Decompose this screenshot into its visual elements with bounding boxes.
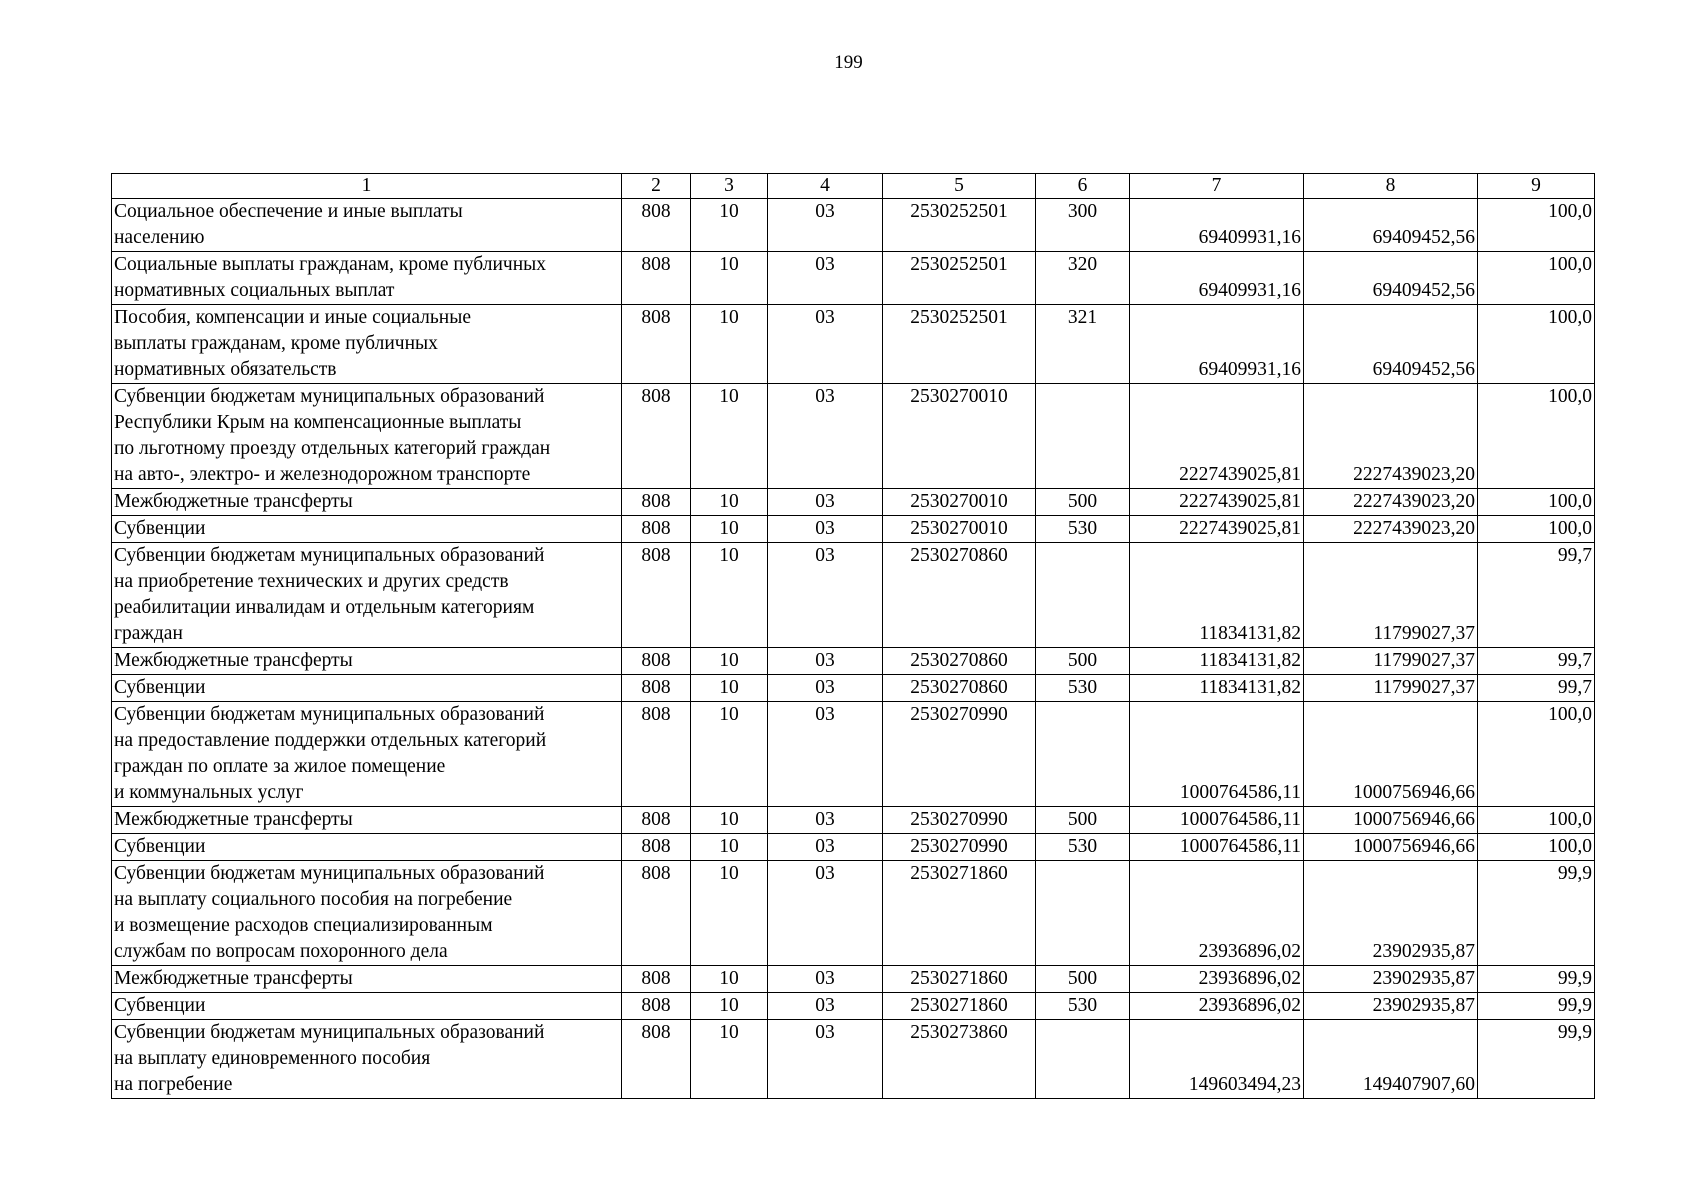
- row-name: Субвенции: [112, 993, 622, 1020]
- column-header: 2: [622, 174, 691, 199]
- row-name: Межбюджетные трансферты: [112, 648, 622, 675]
- cell-code-6: 321: [1036, 305, 1130, 384]
- cell-code-5: 2530252501: [883, 305, 1036, 384]
- column-header: 7: [1130, 174, 1304, 199]
- cell-amount-7: 23936896,02: [1130, 966, 1304, 993]
- cell-code-3: 10: [691, 516, 768, 543]
- cell-code-5: 2530271860: [883, 993, 1036, 1020]
- cell-code-4: 03: [768, 702, 883, 807]
- cell-code-2: 808: [622, 834, 691, 861]
- cell-amount-8: 69409452,56: [1304, 199, 1478, 252]
- cell-code-6: [1036, 384, 1130, 489]
- table-row: [112, 305, 1595, 384]
- cell-code-5: 2530270990: [883, 702, 1036, 807]
- cell-code-2: 808: [622, 993, 691, 1020]
- table-row: [112, 516, 1595, 543]
- cell-code-3: 10: [691, 807, 768, 834]
- cell-code-4: 03: [768, 675, 883, 702]
- cell-code-3: 10: [691, 1020, 768, 1099]
- cell-percent-9: 100,0: [1478, 199, 1595, 252]
- cell-percent-9: 99,7: [1478, 648, 1595, 675]
- cell-code-5: 2530270010: [883, 516, 1036, 543]
- cell-amount-7: 11834131,82: [1130, 675, 1304, 702]
- table-row: [112, 807, 1595, 834]
- cell-percent-9: 99,9: [1478, 861, 1595, 966]
- cell-code-3: 10: [691, 252, 768, 305]
- cell-amount-8: 69409452,56: [1304, 252, 1478, 305]
- cell-code-3: 10: [691, 675, 768, 702]
- row-name: Субвенции бюджетам муниципальных образований Республики Крым на компенсационные выплаты по льготному проезду отдельных категорий граждан на авто-, электро- и железнодорожном транспорте: [112, 384, 622, 489]
- budget-table: [111, 173, 1595, 1099]
- cell-code-4: 03: [768, 489, 883, 516]
- cell-amount-8: 1000756946,66: [1304, 807, 1478, 834]
- cell-amount-8: 2227439023,20: [1304, 384, 1478, 489]
- column-header: 5: [883, 174, 1036, 199]
- cell-code-6: 530: [1036, 675, 1130, 702]
- cell-code-6: 530: [1036, 516, 1130, 543]
- cell-code-6: 300: [1036, 199, 1130, 252]
- cell-code-3: 10: [691, 648, 768, 675]
- column-header: 4: [768, 174, 883, 199]
- cell-amount-7: 1000764586,11: [1130, 807, 1304, 834]
- cell-code-2: 808: [622, 861, 691, 966]
- cell-code-5: 2530270010: [883, 489, 1036, 516]
- cell-code-6: [1036, 1020, 1130, 1099]
- column-header: 6: [1036, 174, 1130, 199]
- cell-percent-9: 99,9: [1478, 1020, 1595, 1099]
- table-row: [112, 252, 1595, 305]
- cell-code-3: 10: [691, 199, 768, 252]
- cell-code-5: 2530270860: [883, 675, 1036, 702]
- cell-percent-9: 100,0: [1478, 489, 1595, 516]
- row-name: Субвенции бюджетам муниципальных образований на приобретение технических и других средств реабилитации инвалидам и отдельным категориям граждан: [112, 543, 622, 648]
- cell-amount-8: 2227439023,20: [1304, 516, 1478, 543]
- cell-amount-7: 149603494,23: [1130, 1020, 1304, 1099]
- cell-code-6: [1036, 702, 1130, 807]
- cell-percent-9: 100,0: [1478, 305, 1595, 384]
- cell-code-3: 10: [691, 966, 768, 993]
- cell-amount-7: 2227439025,81: [1130, 516, 1304, 543]
- table-row: [112, 966, 1595, 993]
- cell-code-2: 808: [622, 807, 691, 834]
- row-name: Межбюджетные трансферты: [112, 807, 622, 834]
- cell-code-3: 10: [691, 993, 768, 1020]
- cell-code-3: 10: [691, 489, 768, 516]
- cell-code-3: 10: [691, 305, 768, 384]
- table-row: [112, 543, 1595, 648]
- row-name: Субвенции бюджетам муниципальных образований на выплату социального пособия на погребение и возмещение расходов специализированным службам по вопросам похоронного дела: [112, 861, 622, 966]
- cell-percent-9: 100,0: [1478, 702, 1595, 807]
- cell-code-2: 808: [622, 675, 691, 702]
- cell-code-6: 500: [1036, 489, 1130, 516]
- table-row: [112, 993, 1595, 1020]
- cell-amount-8: 11799027,37: [1304, 543, 1478, 648]
- cell-amount-7: 2227439025,81: [1130, 489, 1304, 516]
- cell-code-2: 808: [622, 199, 691, 252]
- row-name: Межбюджетные трансферты: [112, 966, 622, 993]
- cell-amount-7: 23936896,02: [1130, 993, 1304, 1020]
- cell-code-4: 03: [768, 834, 883, 861]
- cell-code-3: 10: [691, 384, 768, 489]
- row-name: Субвенции бюджетам муниципальных образований на предоставление поддержки отдельных категорий граждан по оплате за жилое помещение и коммунальных услуг: [112, 702, 622, 807]
- cell-amount-7: 69409931,16: [1130, 252, 1304, 305]
- table-row: [112, 1020, 1595, 1099]
- cell-amount-7: 2227439025,81: [1130, 384, 1304, 489]
- table-row: [112, 648, 1595, 675]
- cell-code-5: 2530270860: [883, 648, 1036, 675]
- column-header: 9: [1478, 174, 1595, 199]
- cell-code-4: 03: [768, 199, 883, 252]
- cell-amount-7: 23936896,02: [1130, 861, 1304, 966]
- column-header: 1: [112, 174, 622, 199]
- row-name: Субвенции бюджетам муниципальных образований на выплату единовременного пособия на погребение: [112, 1020, 622, 1099]
- cell-code-5: 2530271860: [883, 966, 1036, 993]
- cell-code-6: [1036, 543, 1130, 648]
- row-name: Социальные выплаты гражданам, кроме публичных нормативных социальных выплат: [112, 252, 622, 305]
- cell-code-4: 03: [768, 1020, 883, 1099]
- cell-code-5: 2530252501: [883, 252, 1036, 305]
- cell-code-4: 03: [768, 384, 883, 489]
- cell-code-5: 2530273860: [883, 1020, 1036, 1099]
- cell-code-6: 320: [1036, 252, 1130, 305]
- cell-amount-7: 69409931,16: [1130, 199, 1304, 252]
- row-name: Пособия, компенсации и иные социальные выплаты гражданам, кроме публичных нормативных обязательств: [112, 305, 622, 384]
- cell-amount-8: 11799027,37: [1304, 648, 1478, 675]
- cell-code-5: 2530271860: [883, 861, 1036, 966]
- header-row: [112, 174, 1595, 199]
- cell-code-6: 500: [1036, 966, 1130, 993]
- cell-code-5: 2530252501: [883, 199, 1036, 252]
- cell-percent-9: 99,7: [1478, 543, 1595, 648]
- cell-percent-9: 100,0: [1478, 807, 1595, 834]
- row-name: Субвенции: [112, 675, 622, 702]
- cell-code-2: 808: [622, 516, 691, 543]
- table-row: [112, 702, 1595, 807]
- cell-code-2: 808: [622, 1020, 691, 1099]
- cell-amount-8: 23902935,87: [1304, 993, 1478, 1020]
- cell-code-2: 808: [622, 305, 691, 384]
- table-row: [112, 384, 1595, 489]
- table-row: [112, 489, 1595, 516]
- cell-code-2: 808: [622, 648, 691, 675]
- cell-amount-7: 69409931,16: [1130, 305, 1304, 384]
- table-body: [112, 199, 1595, 1099]
- cell-code-2: 808: [622, 489, 691, 516]
- table-row: [112, 834, 1595, 861]
- cell-code-2: 808: [622, 252, 691, 305]
- cell-code-6: 500: [1036, 648, 1130, 675]
- cell-code-3: 10: [691, 702, 768, 807]
- cell-amount-7: 1000764586,11: [1130, 834, 1304, 861]
- cell-amount-8: 69409452,56: [1304, 305, 1478, 384]
- cell-code-2: 808: [622, 966, 691, 993]
- cell-code-2: 808: [622, 543, 691, 648]
- table-row: [112, 861, 1595, 966]
- cell-amount-7: 11834131,82: [1130, 543, 1304, 648]
- cell-code-3: 10: [691, 543, 768, 648]
- cell-amount-7: 1000764586,11: [1130, 702, 1304, 807]
- cell-code-4: 03: [768, 516, 883, 543]
- cell-percent-9: 100,0: [1478, 834, 1595, 861]
- row-name: Межбюджетные трансферты: [112, 489, 622, 516]
- cell-code-4: 03: [768, 305, 883, 384]
- cell-percent-9: 99,7: [1478, 675, 1595, 702]
- cell-code-4: 03: [768, 648, 883, 675]
- cell-percent-9: 99,9: [1478, 993, 1595, 1020]
- cell-code-4: 03: [768, 252, 883, 305]
- column-header: 8: [1304, 174, 1478, 199]
- cell-percent-9: 100,0: [1478, 252, 1595, 305]
- table-row: [112, 199, 1595, 252]
- cell-code-6: 530: [1036, 834, 1130, 861]
- cell-code-2: 808: [622, 384, 691, 489]
- cell-amount-8: 1000756946,66: [1304, 702, 1478, 807]
- cell-code-4: 03: [768, 543, 883, 648]
- cell-code-2: 808: [622, 702, 691, 807]
- cell-code-5: 2530270860: [883, 543, 1036, 648]
- row-name: Субвенции: [112, 516, 622, 543]
- cell-amount-8: 149407907,60: [1304, 1020, 1478, 1099]
- cell-code-5: 2530270990: [883, 834, 1036, 861]
- cell-code-3: 10: [691, 834, 768, 861]
- cell-code-4: 03: [768, 993, 883, 1020]
- cell-code-6: [1036, 861, 1130, 966]
- cell-code-5: 2530270010: [883, 384, 1036, 489]
- cell-percent-9: 99,9: [1478, 966, 1595, 993]
- cell-code-4: 03: [768, 966, 883, 993]
- cell-amount-8: 1000756946,66: [1304, 834, 1478, 861]
- cell-code-5: 2530270990: [883, 807, 1036, 834]
- row-name: Субвенции: [112, 834, 622, 861]
- cell-code-4: 03: [768, 807, 883, 834]
- cell-amount-7: 11834131,82: [1130, 648, 1304, 675]
- cell-amount-8: 11799027,37: [1304, 675, 1478, 702]
- cell-amount-8: 23902935,87: [1304, 966, 1478, 993]
- cell-code-4: 03: [768, 861, 883, 966]
- page-number: 199: [834, 52, 863, 73]
- cell-percent-9: 100,0: [1478, 516, 1595, 543]
- table-row: [112, 675, 1595, 702]
- cell-amount-8: 2227439023,20: [1304, 489, 1478, 516]
- row-name: Социальное обеспечение и иные выплаты населению: [112, 199, 622, 252]
- cell-amount-8: 23902935,87: [1304, 861, 1478, 966]
- column-header: 3: [691, 174, 768, 199]
- cell-code-3: 10: [691, 861, 768, 966]
- cell-code-6: 500: [1036, 807, 1130, 834]
- cell-percent-9: 100,0: [1478, 384, 1595, 489]
- cell-code-6: 530: [1036, 993, 1130, 1020]
